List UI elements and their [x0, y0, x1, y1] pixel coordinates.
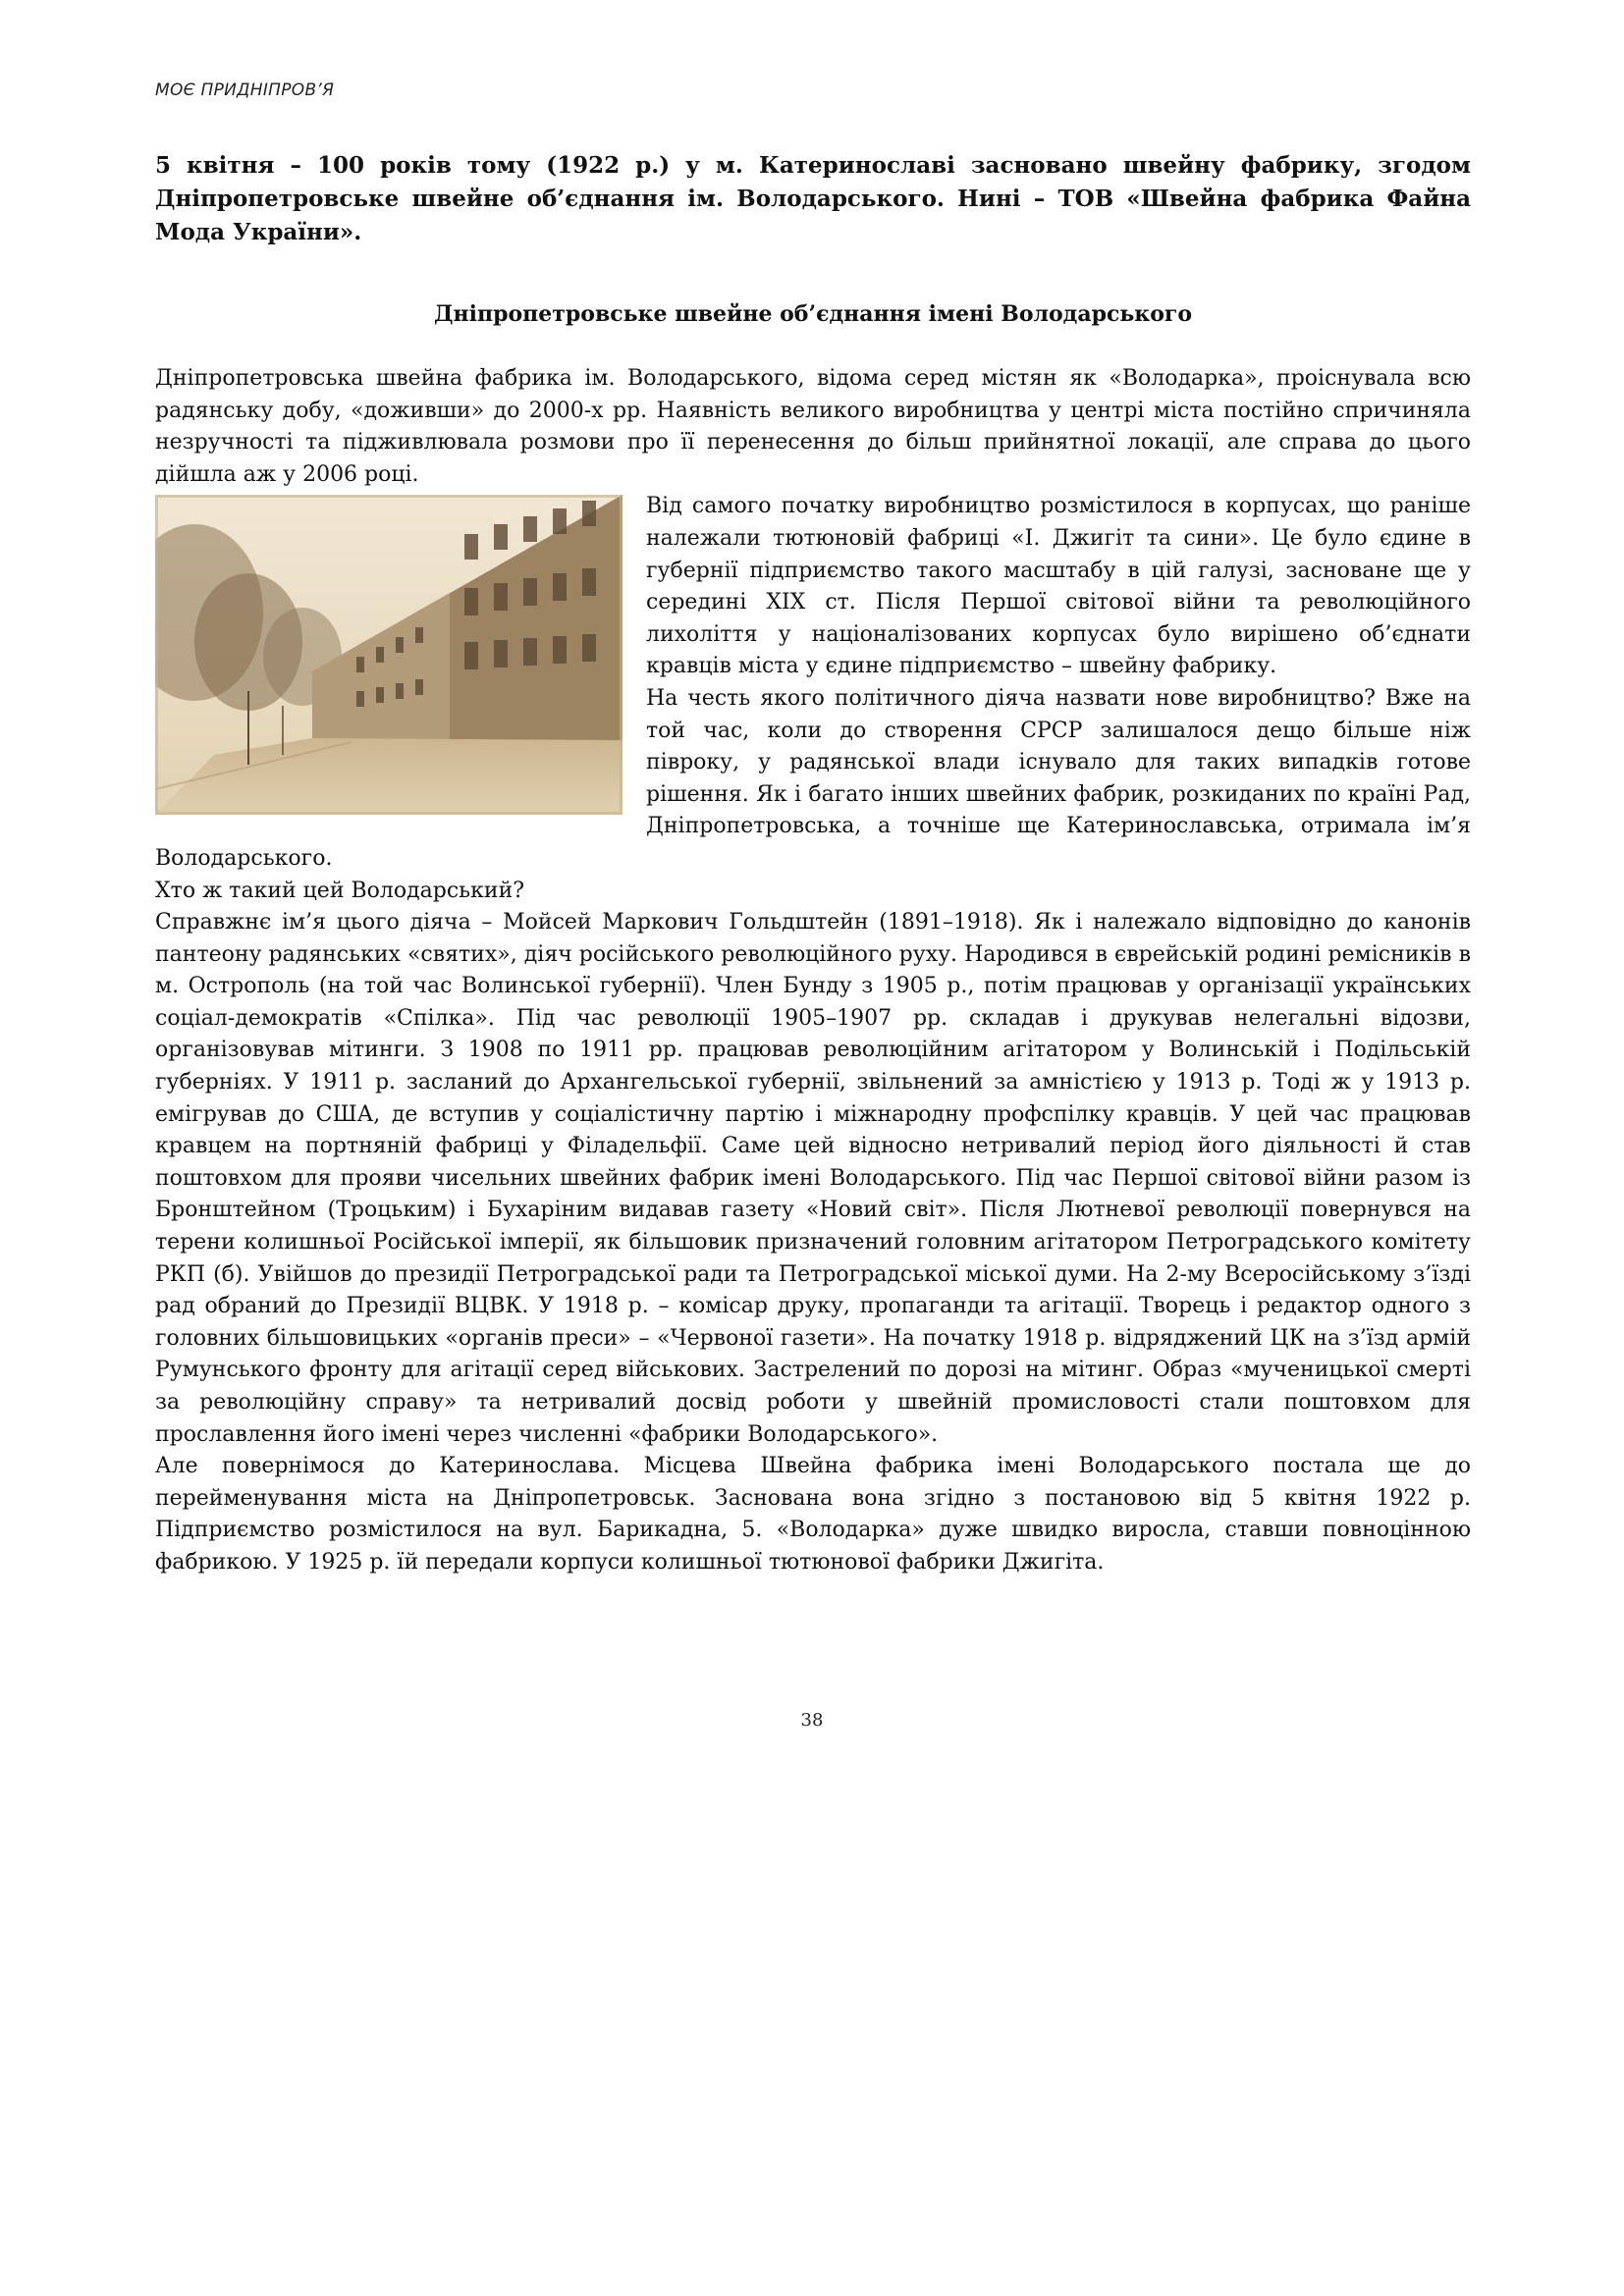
paragraph-question: Хто ж такий цей Володарський?: [155, 878, 525, 903]
paragraph-intro: Дніпропетровська швейна фабрика ім. Володарського, відома серед містян як «Володарка», проіснувала всю радянську добу, «доживши» до 2000-х рр. Наявність великого виробництва у центрі міста постійно спричиняла незручності та підживлювала розмови про її перенесення до більш прийнятної локації, але справа до цього дійшла аж у 2006 році.: [155, 366, 1471, 487]
article-body: [155, 149, 1471, 1579]
paragraph-history: Але повернімося до Катеринослава. Місцева Швейна фабрика імені Володарського постала ще до перейменування міста на Дніпропетровськ. Заснована вона згідно з постановою від 5 квітня 1922 р. Підприємство розмістилося на вул. Барикадна, 5. «Володарка» дуже швидко виросла, ставши повноцінною фабрикою. У 1925 р. їй передали корпуси колишньої тютюнової фабрики Джигіта.: [155, 1454, 1471, 1575]
running-header: МОЄ ПРИДНІПРОВ’Я: [155, 80, 335, 100]
photo-illustration: [155, 495, 623, 815]
page-number: 38: [800, 1710, 824, 1731]
paragraph-biography: Справжнє ім’я цього діяча – Мойсей Маркович Гольдштейн (1891–1918). Як і належало відповідно до канонів пантеону радянських «святих», діяч російського революційного руху. Народився в єврейській родині ремісників в м. Острополь (на той час Волинської губернії). Член Бунду з 1905 р., потім працював у організації українських соціал-демократів «Спілка». Під час революції 1905–1907 рр. складав і друкував нелегальні відозви, організовував мітинги. З 1908 по 1911 рр. працював революційним агітатором у Волинській і Подільській губерніях. У 1911 р. засланий до Архангельської губернії, звільнений за амністією у 1913 р. Тоді ж у 1913 р. емігрував до США, де вступив у соціалістичну партію і міжнародну профспілку кравців. У цей час працював кравцем на портняній фабриці у Філадельфії. Саме цей відносно нетривалий період його діяльності й став поштовхом для прояви чисельних швейних фабрик імені Володарського. Під час Першої світової війни разом із Бронштейном (Троцьким) і Бухаріним видавав газету «Новий світ». Після Лютневої революції повернувся на терени колишньої Російської імперії, як більшовик призначений головним агітатором Петроградського комітету РКП (б). Увійшов до президії Петроградської ради та Петроградської міської думи. На 2-му Всеросійському з’їзді рад обраний до Президії ВЦВК. У 1918 р. – комісар друку, пропаганди та агітації. Творець і редактор одного з головних більшовицьких «органів преси» – «Червоної газети». На початку 1918 р. відряджений ЦК на з’їзд армій Румунського фронту для агітації серед військових. Застрелений по дорозі на мітинг. Образ «мученицької смерті за революційну справу» та нетривалий досвід роботи у швейній промисловості стали поштовхом для прославлення його імені через численні «фабрики Володарського».: [155, 910, 1471, 1447]
section-title: Дніпропетровське швейне об’єднання імені Володарського: [433, 301, 1193, 327]
paragraph-naming: На честь якого політичного діяча назвати нове виробництво? Вже на той час, коли до створення СРСР залишалося дещо більше ніж півроку, у радянської влади існувало для таких випадків готове рішення. Як і багато інших швейних фабрик, розкиданих по країні Рад, Дніпропетровська, а точніше ще Катеринославська, отримала ім’я Володарського.: [155, 685, 1471, 871]
lead-paragraph: 5 квітня – 100 років тому (1922 р.) у м. Катеринославі засновано швейну фабрику, згодом Дніпропетровське швейне об’єднання ім. Володарського. Нині – ТОВ «Швейна фабрика Файна Мода України».: [155, 152, 1471, 245]
paragraph-location: Від самого початку виробництво розмістилося в корпусах, що раніше належали тютюновій фабриці «І. Джигіт та сини». Це було єдине в губернії підприємство такого масштабу в цій галузі, засноване ще у середині ХІХ ст. Після Першої світової війни та революційного лихоліття у націоналізованих корпусах було вирішено об’єднати кравців міста у єдине підприємство – швейну фабрику.: [646, 494, 1471, 679]
historic-street-photo: [155, 495, 623, 815]
